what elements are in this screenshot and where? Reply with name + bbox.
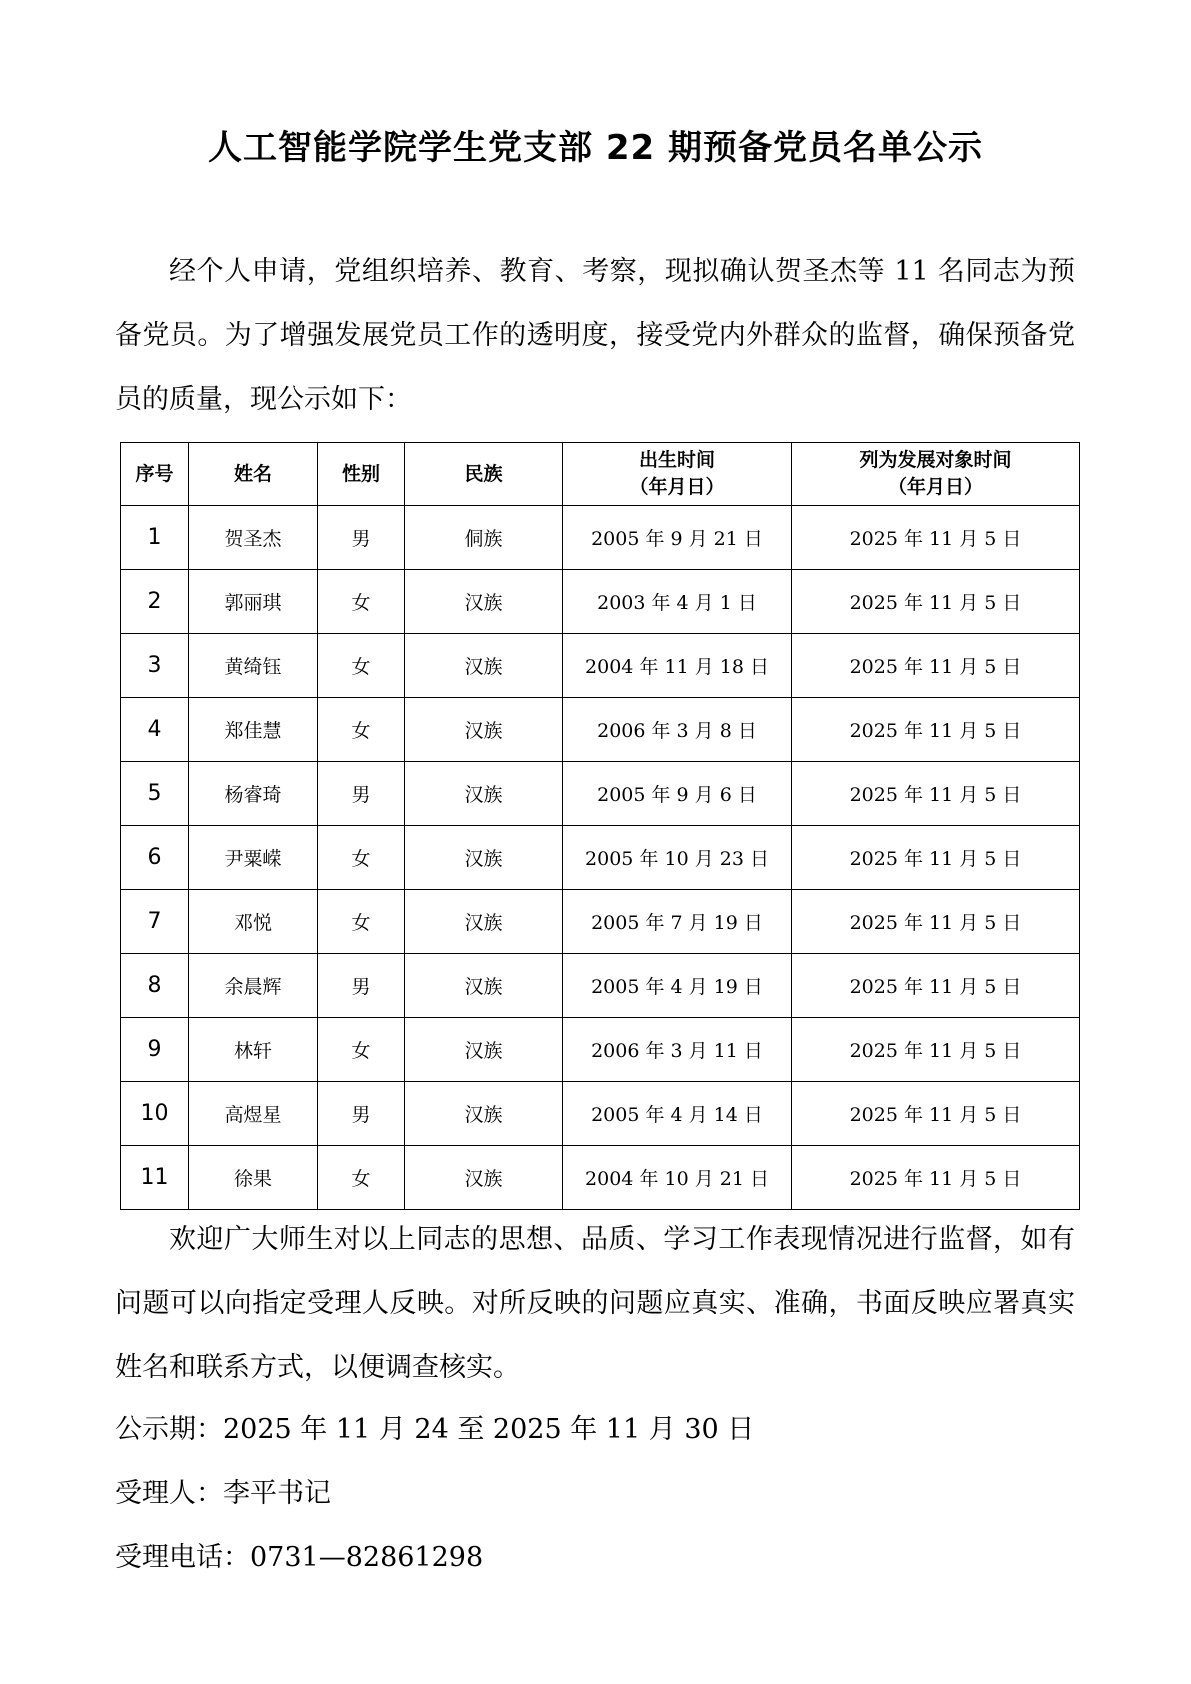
cell-dev-date: 2025 年 11 月 5 日 (792, 890, 1080, 954)
table-row (121, 954, 1080, 1018)
cell-birth: 2005 年 4 月 14 日 (563, 1082, 792, 1146)
cell-dev-date: 2025 年 11 月 5 日 (792, 698, 1080, 762)
cell-ethnicity: 侗族 (405, 506, 563, 570)
cell-no: 3 (121, 634, 189, 698)
publicity-period: 公示期：2025 年 11 月 24 至 2025 年 11 月 30 日 (115, 1414, 755, 1445)
cell-no: 10 (121, 1082, 189, 1146)
cell-name: 尹粟嵘 (189, 826, 318, 890)
cell-birth: 2004 年 10 月 21 日 (563, 1146, 792, 1210)
cell-gender: 男 (318, 1082, 405, 1146)
cell-name: 郑佳慧 (189, 698, 318, 762)
cell-birth: 2005 年 7 月 19 日 (563, 890, 792, 954)
table-row (121, 1018, 1080, 1082)
cell-no: 6 (121, 826, 189, 890)
cell-gender: 男 (318, 954, 405, 1018)
cell-gender: 女 (318, 570, 405, 634)
cell-ethnicity: 汉族 (405, 1146, 563, 1210)
table-row (121, 826, 1080, 890)
cell-no: 5 (121, 762, 189, 826)
header-name: 姓名 (189, 443, 318, 506)
table-row (121, 698, 1080, 762)
cell-gender: 女 (318, 826, 405, 890)
cell-gender: 男 (318, 762, 405, 826)
cell-birth: 2005 年 9 月 6 日 (563, 762, 792, 826)
cell-name: 郭丽琪 (189, 570, 318, 634)
header-dev-line2: （年月日） (887, 476, 983, 498)
cell-ethnicity: 汉族 (405, 570, 563, 634)
cell-ethnicity: 汉族 (405, 634, 563, 698)
cell-birth: 2006 年 3 月 8 日 (563, 698, 792, 762)
table-row (121, 570, 1080, 634)
cell-birth: 2005 年 10 月 23 日 (563, 826, 792, 890)
cell-dev-date: 2025 年 11 月 5 日 (792, 1082, 1080, 1146)
header-no: 序号 (121, 443, 189, 506)
cell-dev-date: 2025 年 11 月 5 日 (792, 634, 1080, 698)
cell-ethnicity: 汉族 (405, 890, 563, 954)
table-row (121, 634, 1080, 698)
cell-no: 2 (121, 570, 189, 634)
cell-name: 杨睿琦 (189, 762, 318, 826)
cell-birth: 2005 年 4 月 19 日 (563, 954, 792, 1018)
cell-birth: 2005 年 9 月 21 日 (563, 506, 792, 570)
cell-dev-date: 2025 年 11 月 5 日 (792, 762, 1080, 826)
table-row (121, 1146, 1080, 1210)
page-title: 人工智能学院学生党支部 22 期预备党员名单公示 (208, 128, 983, 168)
handler-line: 受理人：李平书记 (115, 1478, 331, 1509)
cell-gender: 女 (318, 890, 405, 954)
cell-name: 邓悦 (189, 890, 318, 954)
member-table (120, 442, 1080, 1210)
header-dev-line1: 列为发展对象时间 (859, 449, 1012, 471)
header-ethnicity: 民族 (405, 443, 563, 506)
cell-no: 9 (121, 1018, 189, 1082)
cell-dev-date: 2025 年 11 月 5 日 (792, 826, 1080, 890)
cell-name: 余晨辉 (189, 954, 318, 1018)
cell-gender: 女 (318, 698, 405, 762)
cell-dev-date: 2025 年 11 月 5 日 (792, 506, 1080, 570)
table-row (121, 762, 1080, 826)
cell-name: 黄绮钰 (189, 634, 318, 698)
table-row (121, 506, 1080, 570)
cell-gender: 女 (318, 1018, 405, 1082)
cell-birth: 2004 年 11 月 18 日 (563, 634, 792, 698)
cell-no: 8 (121, 954, 189, 1018)
cell-birth: 2003 年 4 月 1 日 (563, 570, 792, 634)
cell-dev-date: 2025 年 11 月 5 日 (792, 1146, 1080, 1210)
cell-name: 林轩 (189, 1018, 318, 1082)
cell-no: 7 (121, 890, 189, 954)
cell-no: 11 (121, 1146, 189, 1210)
cell-gender: 男 (318, 506, 405, 570)
header-dev-date (792, 443, 1080, 506)
header-birth-line2: （年月日） (629, 476, 725, 498)
cell-ethnicity: 汉族 (405, 954, 563, 1018)
cell-ethnicity: 汉族 (405, 762, 563, 826)
cell-dev-date: 2025 年 11 月 5 日 (792, 954, 1080, 1018)
cell-name: 徐果 (189, 1146, 318, 1210)
cell-no: 1 (121, 506, 189, 570)
header-birth (563, 443, 792, 506)
table-row (121, 1082, 1080, 1146)
cell-gender: 女 (318, 634, 405, 698)
cell-ethnicity: 汉族 (405, 826, 563, 890)
closing-paragraph: 欢迎广大师生对以上同志的思想、品质、学习工作表现情况进行监督，如有问题可以向指定受理人反映。对所反映的问题应真实、准确，书面反映应署真实姓名和联系方式，以便调查核实。 (115, 1224, 1075, 1383)
header-birth-line1: 出生时间 (638, 449, 715, 471)
cell-ethnicity: 汉族 (405, 1082, 563, 1146)
cell-gender: 女 (318, 1146, 405, 1210)
phone-line: 受理电话：0731—82861298 (115, 1542, 484, 1573)
cell-birth: 2006 年 3 月 11 日 (563, 1018, 792, 1082)
intro-paragraph: 经个人申请，党组织培养、教育、考察，现拟确认贺圣杰等 11 名同志为预备党员。为了增强发展党员工作的透明度，接受党内外群众的监督，确保预备党员的质量，现公示如下： (115, 256, 1075, 415)
cell-dev-date: 2025 年 11 月 5 日 (792, 570, 1080, 634)
cell-dev-date: 2025 年 11 月 5 日 (792, 1018, 1080, 1082)
header-gender: 性别 (318, 443, 405, 506)
cell-ethnicity: 汉族 (405, 698, 563, 762)
cell-name: 贺圣杰 (189, 506, 318, 570)
cell-no: 4 (121, 698, 189, 762)
table-header-row (121, 443, 1080, 506)
table-row (121, 890, 1080, 954)
cell-name: 高煜星 (189, 1082, 318, 1146)
cell-ethnicity: 汉族 (405, 1018, 563, 1082)
